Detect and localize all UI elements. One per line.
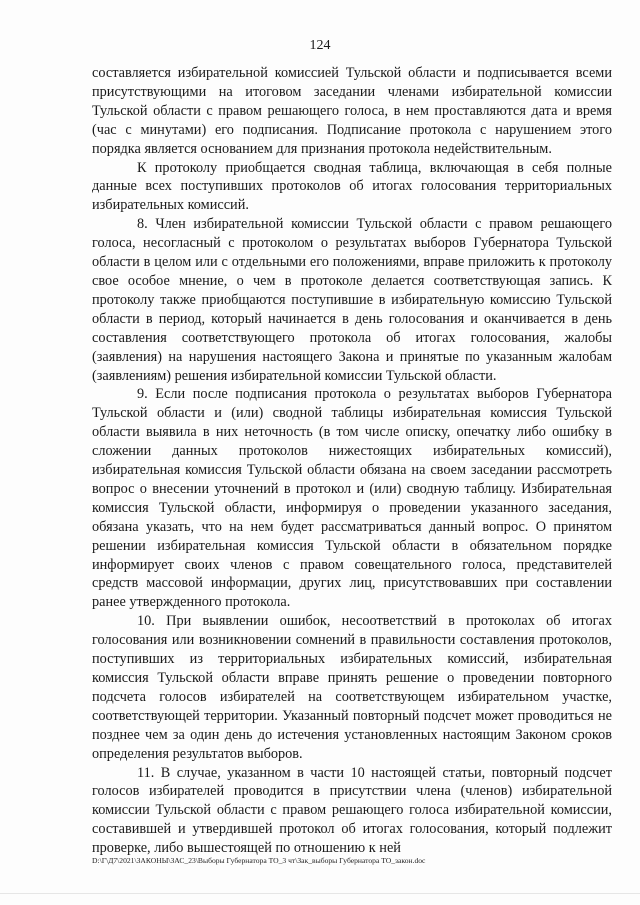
paragraph-item-11: 11. В случае, указанном в части 10 настоящей статьи, повторный подсчет голосов избирателей проводится в присутствии члена (членов) избирательной комиссии Тульской области с правом решающего голоса избирательной комиссии, составившей и утвердившей протокол об итогах голосования, который подлежит проверке, либо вышестоящей по отношению к ней bbox=[92, 764, 612, 857]
paragraph-summary-table: К протоколу приобщается сводная таблица, включающая в себя полные данные всех поступивших протоколов об итогах голосования территориальных избирательных комиссий. bbox=[92, 159, 612, 214]
footer-file-path: D:\Г\Д7\2021\ЗАКОНЫ\ЗАС_23\Выборы Губернатора ТО_3 чт\Зак_выборы Губернатора ТО_закон.doc bbox=[92, 856, 426, 865]
document-body bbox=[92, 64, 612, 858]
scan-edge-line bbox=[0, 893, 640, 894]
paragraph-item-9: 9. Если после подписания протокола о результатах выборов Губернатора Тульской области и (или) сводной таблицы избирательная комиссия Тульской области выявила в них неточность (в том числе описку, опечатку либо ошибку в сложении данных протоколов нижестоящих избирательных комиссий), избирательная комиссия Тульской области обязана на своем заседании рассмотреть вопрос о внесении уточнений в протокол и (или) сводную таблицу. Избирательная комиссия Тульской области, информируя о проведении указанного заседания, обязана указать, что на нем будет рассматриваться данный вопрос. О принятом решении избирательная комиссия Тульской области в обязательном порядке информирует своих членов с правом совещательного голоса, представителей средств массовой информации, других лиц, присутствовавших при составлении ранее утвержденного протокола. bbox=[92, 386, 612, 611]
paragraph-continuation: составляется избирательной комиссией Тульской области и подписывается всеми присутствующими на итоговом заседании членами избирательной комиссии Тульской области с правом решающего голоса, в нем проставляются дата и время (час с минутами) его подписания. Подписание протокола с нарушением этого порядка является основанием для признания протокола недействительным. bbox=[92, 65, 612, 157]
page-number: 124 bbox=[309, 38, 331, 53]
paragraph-item-8: 8. Член избирательной комиссии Тульской области с правом решающего голоса, несогласный с протоколом о результатах выборов Губернатора Тульской области в целом или с отдельными его положениями, вправе приложить к протоколу свое особое мнение, о чем в протоколе делается соответствующая запись. К протоколу также приобщаются поступившие в избирательную комиссию Тульской области в период, который начинается в день голосования и оканчивается в день составления соответствующего протокола об итогах голосования, жалобы (заявления) на нарушения настоящего Закона и принятые по указанным жалобам (заявлениям) решения избирательной комиссии Тульской области. bbox=[92, 216, 612, 384]
paragraph-item-10: 10. При выявлении ошибок, несоответствий в протоколах об итогах голосования или возникновении сомнений в правильности составления протоколов, поступивших из территориальных избирательных комиссий, избирательная комиссия Тульской области вправе принять решение о проведении повторного подсчета голосов избирателей на соответствующем избирательном участке, соответствующей территории. Указанный повторный подсчет может проводиться не позднее чем за один день до истечения установленных настоящим Законом сроков определения результатов выборов. bbox=[92, 613, 612, 762]
